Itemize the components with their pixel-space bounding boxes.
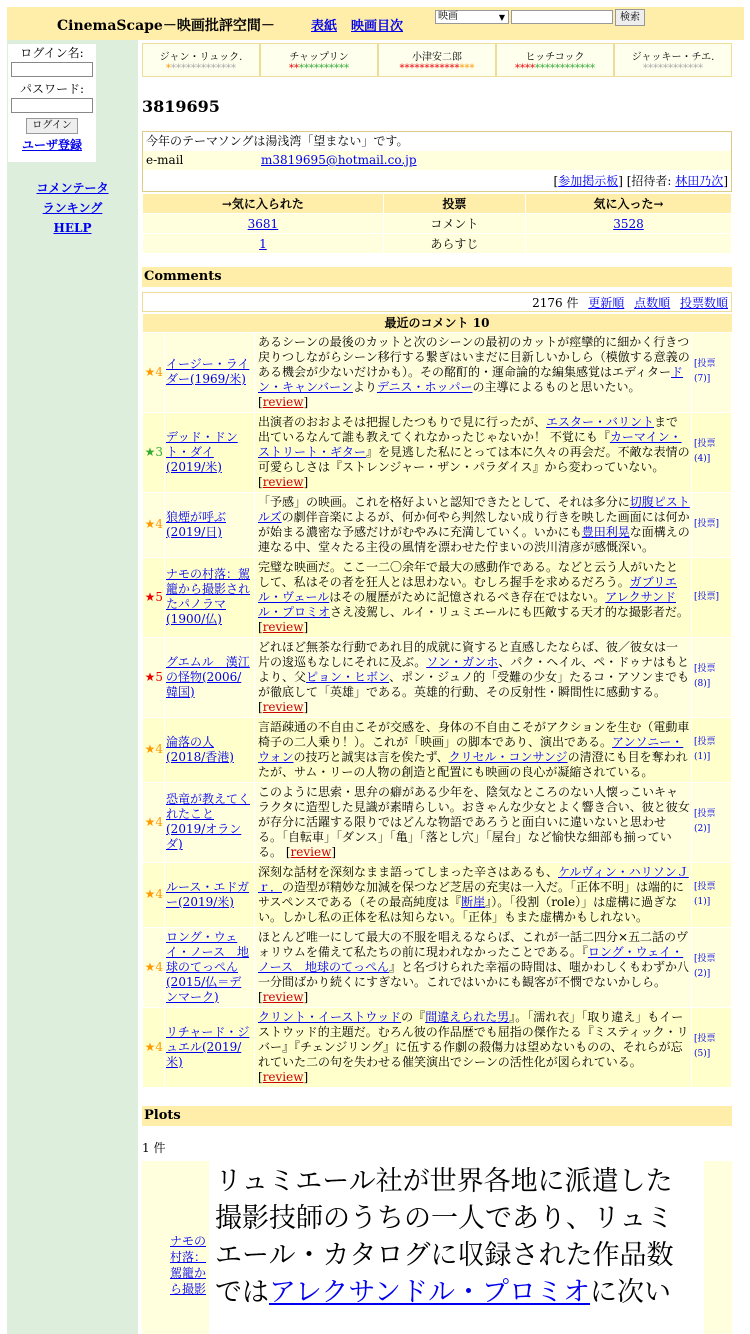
vote-header: 投票 xyxy=(383,194,525,214)
director-stars: ************** xyxy=(166,63,236,74)
login-box xyxy=(8,44,96,162)
sidebar-links xyxy=(7,178,138,238)
comment-score: ★3 xyxy=(143,412,165,492)
comment-movie-link[interactable]: グエムル 漢江の怪物(2006/韓国) xyxy=(166,654,250,699)
vote-header-liked-by: →気に入られた xyxy=(143,194,384,214)
recent-comments-table xyxy=(142,314,732,1088)
review-link[interactable]: review xyxy=(262,1069,304,1084)
comment-score: ★4 xyxy=(143,717,165,782)
comment-row xyxy=(143,412,732,492)
site-logo[interactable]: CinemaScape－映画批評空間－ xyxy=(57,18,275,34)
comment-person-link[interactable]: クリセル・コンサンジ xyxy=(448,749,568,764)
comment-row xyxy=(143,717,732,782)
review-link[interactable]: review xyxy=(262,989,304,1004)
director-cell[interactable] xyxy=(496,43,614,77)
plot-person-link[interactable]: アレクサンドル・プロミオ xyxy=(269,1276,591,1308)
login-button[interactable]: ログイン xyxy=(26,118,78,134)
comment-person-link[interactable]: デニス・ホッパー xyxy=(376,379,473,394)
plot-movie-cell xyxy=(169,1161,209,1334)
comment-votes[interactable]: [投票(8)] xyxy=(691,637,731,717)
comment-person-link[interactable]: ガブリエル・ヴェール xyxy=(258,574,678,604)
comment-text: 出演者のおおよそは把握したつもりで見に行ったが、エスター・バリントまで出ているなんて誰も教えてくれなかったじゃないか！ 不覚にも『カーマイン・ストリート・ギター』を見逃した私にとっては本に久々の再会だ。不敵な表情の可愛らしさは『ストレンジャー・ザン・パラダイス』から変わっていない。 [review] xyxy=(255,412,692,492)
main-content xyxy=(142,40,744,1334)
comment-person-link[interactable]: アンソニー・ウォン xyxy=(258,734,684,764)
comment-movie-link[interactable]: 淪落の人(2018/香港) xyxy=(166,734,234,764)
comment-score: ★4 xyxy=(143,332,165,412)
comment-movie-link[interactable]: 狼煙が呼ぶ(2019/日) xyxy=(166,509,227,539)
comment-movie-link[interactable]: イージー・ライダー(1969/米) xyxy=(166,357,250,386)
director-name[interactable]: チャップリン xyxy=(289,52,349,63)
sort-by-score-link[interactable]: 点数順 xyxy=(634,296,671,310)
comment-text: ほとんど唯一にして最大の不服を唱えるならば、これが一話二四分×五二話のヴォリウムを備えて私たちの前に現われなかったことである。『ロング・ウェイ・ノース 地球のてっぺん』と名づけられた幸福の時間は、嗤かわしくもわずか八一分間ばかり続くにすぎない。これではいかにも観客が不憫でないかしら。 [review] xyxy=(255,927,692,1007)
search-input[interactable] xyxy=(511,10,613,24)
director-cell[interactable] xyxy=(614,43,732,77)
invite-row: [参加掲示板] [招待者: 林田乃次] xyxy=(553,174,728,188)
comment-votes[interactable]: [投票(2)] xyxy=(691,782,731,862)
comment-row xyxy=(143,862,732,927)
comment-person-link[interactable]: ケルヴィン・ハリソンＪｒ． xyxy=(258,864,689,894)
comment-movie-link[interactable]: ルース・エドガー(2019/米) xyxy=(166,879,250,909)
comment-votes[interactable]: [投票(2)] xyxy=(691,927,731,1007)
comment-movie-link[interactable]: 恐竜が教えてくれたこと(2019/オランダ) xyxy=(166,792,251,851)
favorite-directors xyxy=(142,43,732,77)
sort-by-update-link[interactable]: 更新順 xyxy=(588,296,625,310)
comment-movie-cell xyxy=(165,717,255,782)
chevron-down-icon: ▼ xyxy=(498,13,505,22)
comment-score: ★5 xyxy=(143,637,165,717)
review-link[interactable]: review xyxy=(262,619,304,634)
comment-score: ★4 xyxy=(143,862,165,927)
comment-text: 深刻な話材を深刻なまま語ってしまった辛さはあるも、ケルヴィン・ハリソンＪｒ．の造型が精妙な加減を保つなど芝居の充実は一入だ。「正体不明」は端的にサスペンスである（その最高純度は『断崖』）。「役割（role）」は虚構に過ぎない。しかし私の正体を私は知らない。「正体」もまた虚構かもしれない。 xyxy=(255,862,692,927)
comment-person-link[interactable]: カーマイン・ストリート・ギター xyxy=(258,429,682,459)
director-name[interactable]: ジャッキー・チエ. xyxy=(631,52,715,63)
search-button[interactable]: 検索 xyxy=(615,9,645,26)
comment-movie-cell xyxy=(165,782,255,862)
director-stars: ************ xyxy=(643,63,703,74)
vote-table xyxy=(142,193,732,254)
review-link[interactable]: review xyxy=(262,394,304,409)
plots-section-title: Plots xyxy=(142,1106,732,1126)
director-cell[interactable] xyxy=(260,43,378,77)
comment-movie-cell xyxy=(165,557,255,637)
comment-votes[interactable]: [投票] xyxy=(691,557,731,637)
nav-cover-link[interactable]: 表紙 xyxy=(311,19,338,34)
vote-count-link[interactable]: 3528 xyxy=(613,216,644,231)
comment-votes[interactable]: [投票(1)] xyxy=(691,862,731,927)
login-name-input[interactable] xyxy=(11,62,93,77)
director-name[interactable]: 小津安二郎 xyxy=(412,52,462,63)
comment-votes[interactable]: [投票] xyxy=(691,492,731,557)
comment-movie-cell xyxy=(165,412,255,492)
comment-row xyxy=(143,782,732,862)
comment-text: 「予感」の映画。これを格好よいと認知できたとして、それは多分に切腹ピストルズの劇伴音楽によるが、何か何やら判然しない成り行きを映した画面には何かが始まる濃密な予感だけがむやみに充満していく。いかにも豊田利晃な面構えの連なる中、堂々たる主役の風情を漂わせた佇まいの渋川清彦が感慨深い。 xyxy=(255,492,692,557)
sidebar-item-ranking[interactable]: ランキング xyxy=(42,201,103,215)
plots-count: 1 件 xyxy=(142,1140,166,1155)
password-label: パスワード: xyxy=(19,82,85,96)
comment-person-link[interactable]: ロング・ウェイ・ノース 地球のてっぺん xyxy=(258,944,684,974)
comment-movie-link[interactable]: ロング・ウェイ・ノース 地球のてっぺん(2015/仏＝デンマーク) xyxy=(166,929,250,1004)
email-link[interactable]: m3819695@hotmail.co.jp xyxy=(261,153,417,167)
director-name[interactable]: ジャン・リュック. xyxy=(159,52,243,63)
comment-movie-cell xyxy=(165,862,255,927)
sidebar-item-help[interactable]: HELP xyxy=(53,221,92,235)
comment-text: どれほど無茶な行動であれ目的成就に資すると直感したならば、彼／彼女は一片の逡巡もなしにそれに及ぶ。ソン・ガンホ、パク・ヘイル、ペ・ドゥナはもとより、父ピョン・ヒボン、ポン・ジュノ的「受難の少女」たるコ・アソンまでもが徹底して「英雄」である。英雄的行動、その反射性・瞬間性に感動する。 [review] xyxy=(255,637,692,717)
director-cell[interactable] xyxy=(378,43,496,77)
comment-movie-link[interactable]: ナモの村落：駕籠から撮影されたパノラマ(1900/仏) xyxy=(166,567,251,626)
comments-section-title: Comments xyxy=(142,267,732,287)
vote-count-link[interactable]: 3681 xyxy=(247,216,279,231)
comment-row xyxy=(143,332,732,412)
board-link[interactable]: 参加掲示板 xyxy=(558,174,619,188)
comment-person-link[interactable]: ソン・ガンホ xyxy=(426,654,499,669)
comment-person-link[interactable]: クリント・イーストウッド xyxy=(258,1009,402,1024)
nav-index-link[interactable]: 映画目次 xyxy=(351,19,404,34)
profile-box xyxy=(142,131,732,192)
comment-person-link[interactable]: 間違えられた男 xyxy=(425,1009,510,1024)
comment-votes[interactable]: [投票(1)] xyxy=(691,717,731,782)
comment-row xyxy=(143,637,732,717)
login-name-label: ログイン名: xyxy=(20,46,84,60)
comment-person-link[interactable]: 豊田利晃 xyxy=(581,524,630,539)
vote-header-liked: 気に入った→ xyxy=(525,194,731,214)
comment-text: クリント・イーストウッドの『間違えられた男』。「濡れ衣」「取り違え」もイーストウッド的主題だ。むろん彼の作品歴でも屈指の傑作たる『ミスティック・リバー』『チェンジリング』に伍する作劇の殺傷力は望めないものの、それらが忘れていた二の句を失わせる催笑演出でシーンの活性化が図られている。 [review] xyxy=(255,1007,692,1087)
comment-person-link[interactable]: アレクサンドル・プロミオ xyxy=(258,589,676,619)
comment-row xyxy=(143,557,732,637)
category-select-value: 映画 xyxy=(438,11,458,22)
director-stars: **************** xyxy=(515,63,595,74)
inviter-label: [招待者: xyxy=(626,174,672,188)
password-input[interactable] xyxy=(11,98,93,113)
comment-person-link[interactable]: エスター・バリント xyxy=(546,414,655,429)
comment-votes[interactable]: [投票(7)] xyxy=(691,332,731,412)
comments-count-bar xyxy=(142,292,732,312)
comment-votes[interactable]: [投票(4)] xyxy=(691,412,731,492)
director-stars: *************** xyxy=(399,63,475,74)
vote-count-link[interactable]: 1 xyxy=(259,236,267,251)
comment-movie-cell xyxy=(165,1007,255,1087)
comment-row xyxy=(143,927,732,1007)
comment-movie-cell xyxy=(165,927,255,1007)
plot-row xyxy=(142,1161,732,1334)
comment-movie-link[interactable]: リチャード・ジュエル(2019/米) xyxy=(166,1024,250,1069)
review-link[interactable]: review xyxy=(262,699,304,714)
director-name[interactable]: ヒッチコック xyxy=(525,52,585,63)
comment-movie-link[interactable]: デッド・ドント・ダイ(2019/米) xyxy=(166,429,238,474)
comment-score: ★4 xyxy=(143,927,165,1007)
director-cell[interactable] xyxy=(142,43,260,77)
category-select[interactable] xyxy=(435,10,509,24)
comment-movie-cell xyxy=(165,637,255,717)
comment-person-link[interactable]: 切腹ピストルズ xyxy=(258,494,690,524)
comment-score: ★5 xyxy=(143,557,165,637)
vote-type: コメント xyxy=(383,214,525,234)
comment-person-link[interactable]: 断崖 xyxy=(461,894,486,909)
user-id-title: 3819695 xyxy=(142,97,220,116)
recent-comments-header: 最近のコメント 10 xyxy=(143,314,732,332)
email-label: e-mail xyxy=(146,153,184,167)
comment-person-link[interactable]: ピョン・ヒボン xyxy=(306,669,390,684)
plot-spacer xyxy=(142,1161,169,1334)
comment-score: ★4 xyxy=(143,492,165,557)
header-bar xyxy=(7,7,744,40)
comment-score: ★4 xyxy=(143,1007,165,1087)
plot-text: リュミエール社が世界各地に派遣した撮影技師のうちの一人であり、リュミエール・カタログに収録された作品数ではアレクサンドル・プロミオに次い xyxy=(209,1161,704,1334)
comment-person-link[interactable]: ドン・キャンバーン xyxy=(258,364,684,394)
comment-text: あるシーンの最後のカットと次のシーンの最初のカットが痙攣的に細かく行きつ戻りつしながらシーン移行する繋ぎはいまだに目新しいかしら（模倣する意義のある機会が少ないだけかも）。その酩酊的・運命論的な編集感覚はエディタードン・キャンバーンよりデニス・ホッパーの主導によるものと思いたい。 [review] xyxy=(255,332,692,412)
profile-theme: 今年のテーマソングは湯浅湾「望まない」です。 xyxy=(146,134,409,148)
comment-movie-cell xyxy=(165,332,255,412)
inviter-link[interactable]: 林田乃次 xyxy=(675,174,724,188)
vote-type: あらすじ xyxy=(383,234,525,254)
sort-by-votes-link[interactable]: 投票数順 xyxy=(679,296,728,310)
comment-movie-cell xyxy=(165,492,255,557)
comment-row xyxy=(143,1007,732,1087)
comment-text: このように思索・思弁の癖がある少年を、陰気なところのない人懐っこいキャラクタに造型した見識が素晴らしい。おきゃんな少女とよく響き合い、彼と彼女が存分に活躍する限りではどんな物語であろうと面白いに違いないと思わせる。「自転車」「ダンス」「亀」「落とし穴」「屋台」など愉快な細部も揃っている。 [review] xyxy=(255,782,692,862)
sidebar-item-commentators[interactable]: コメンテータ xyxy=(36,181,109,195)
comments-count: 2176 件 xyxy=(532,296,579,310)
plot-movie-link[interactable]: ナモの村落：駕籠から撮影 xyxy=(170,1233,207,1296)
director-stars: ************ xyxy=(289,63,349,74)
register-link[interactable]: ユーザ登録 xyxy=(21,138,82,152)
review-link[interactable]: review xyxy=(262,474,304,489)
comment-votes[interactable]: [投票(5)] xyxy=(691,1007,731,1087)
comment-text: 言語疎通の不自由こそが交感を、身体の不自由こそがアクションを生む（電動車椅子の二人乗り！）。これが「映画」の脚本であり、演出である。アンソニー・ウォンの技巧と誠実は言を俟たず、クリセル・コンサンジの清澄にも目を奪われたが、サム・リーの人物の創造と配置にも映画の良心が凝縮されている。 xyxy=(255,717,692,782)
comment-text: 完璧な映画だ。ここ一二〇余年で最大の感動作である。などと云う人がいたとして、私はその者を狂人とは思わない。むしろ握手を求めるだろう。ガブリエル・ヴェールはその履歴がために記憶されるべき存在ではない。アレクサンドル・プロミオさえ凌駕し、ルイ・リュミエールにも匹敵する天才的な撮影者だ。 [review] xyxy=(255,557,692,637)
review-link[interactable]: review xyxy=(290,844,332,859)
comment-score: ★4 xyxy=(143,782,165,862)
comment-row xyxy=(143,492,732,557)
email-row xyxy=(143,151,731,170)
